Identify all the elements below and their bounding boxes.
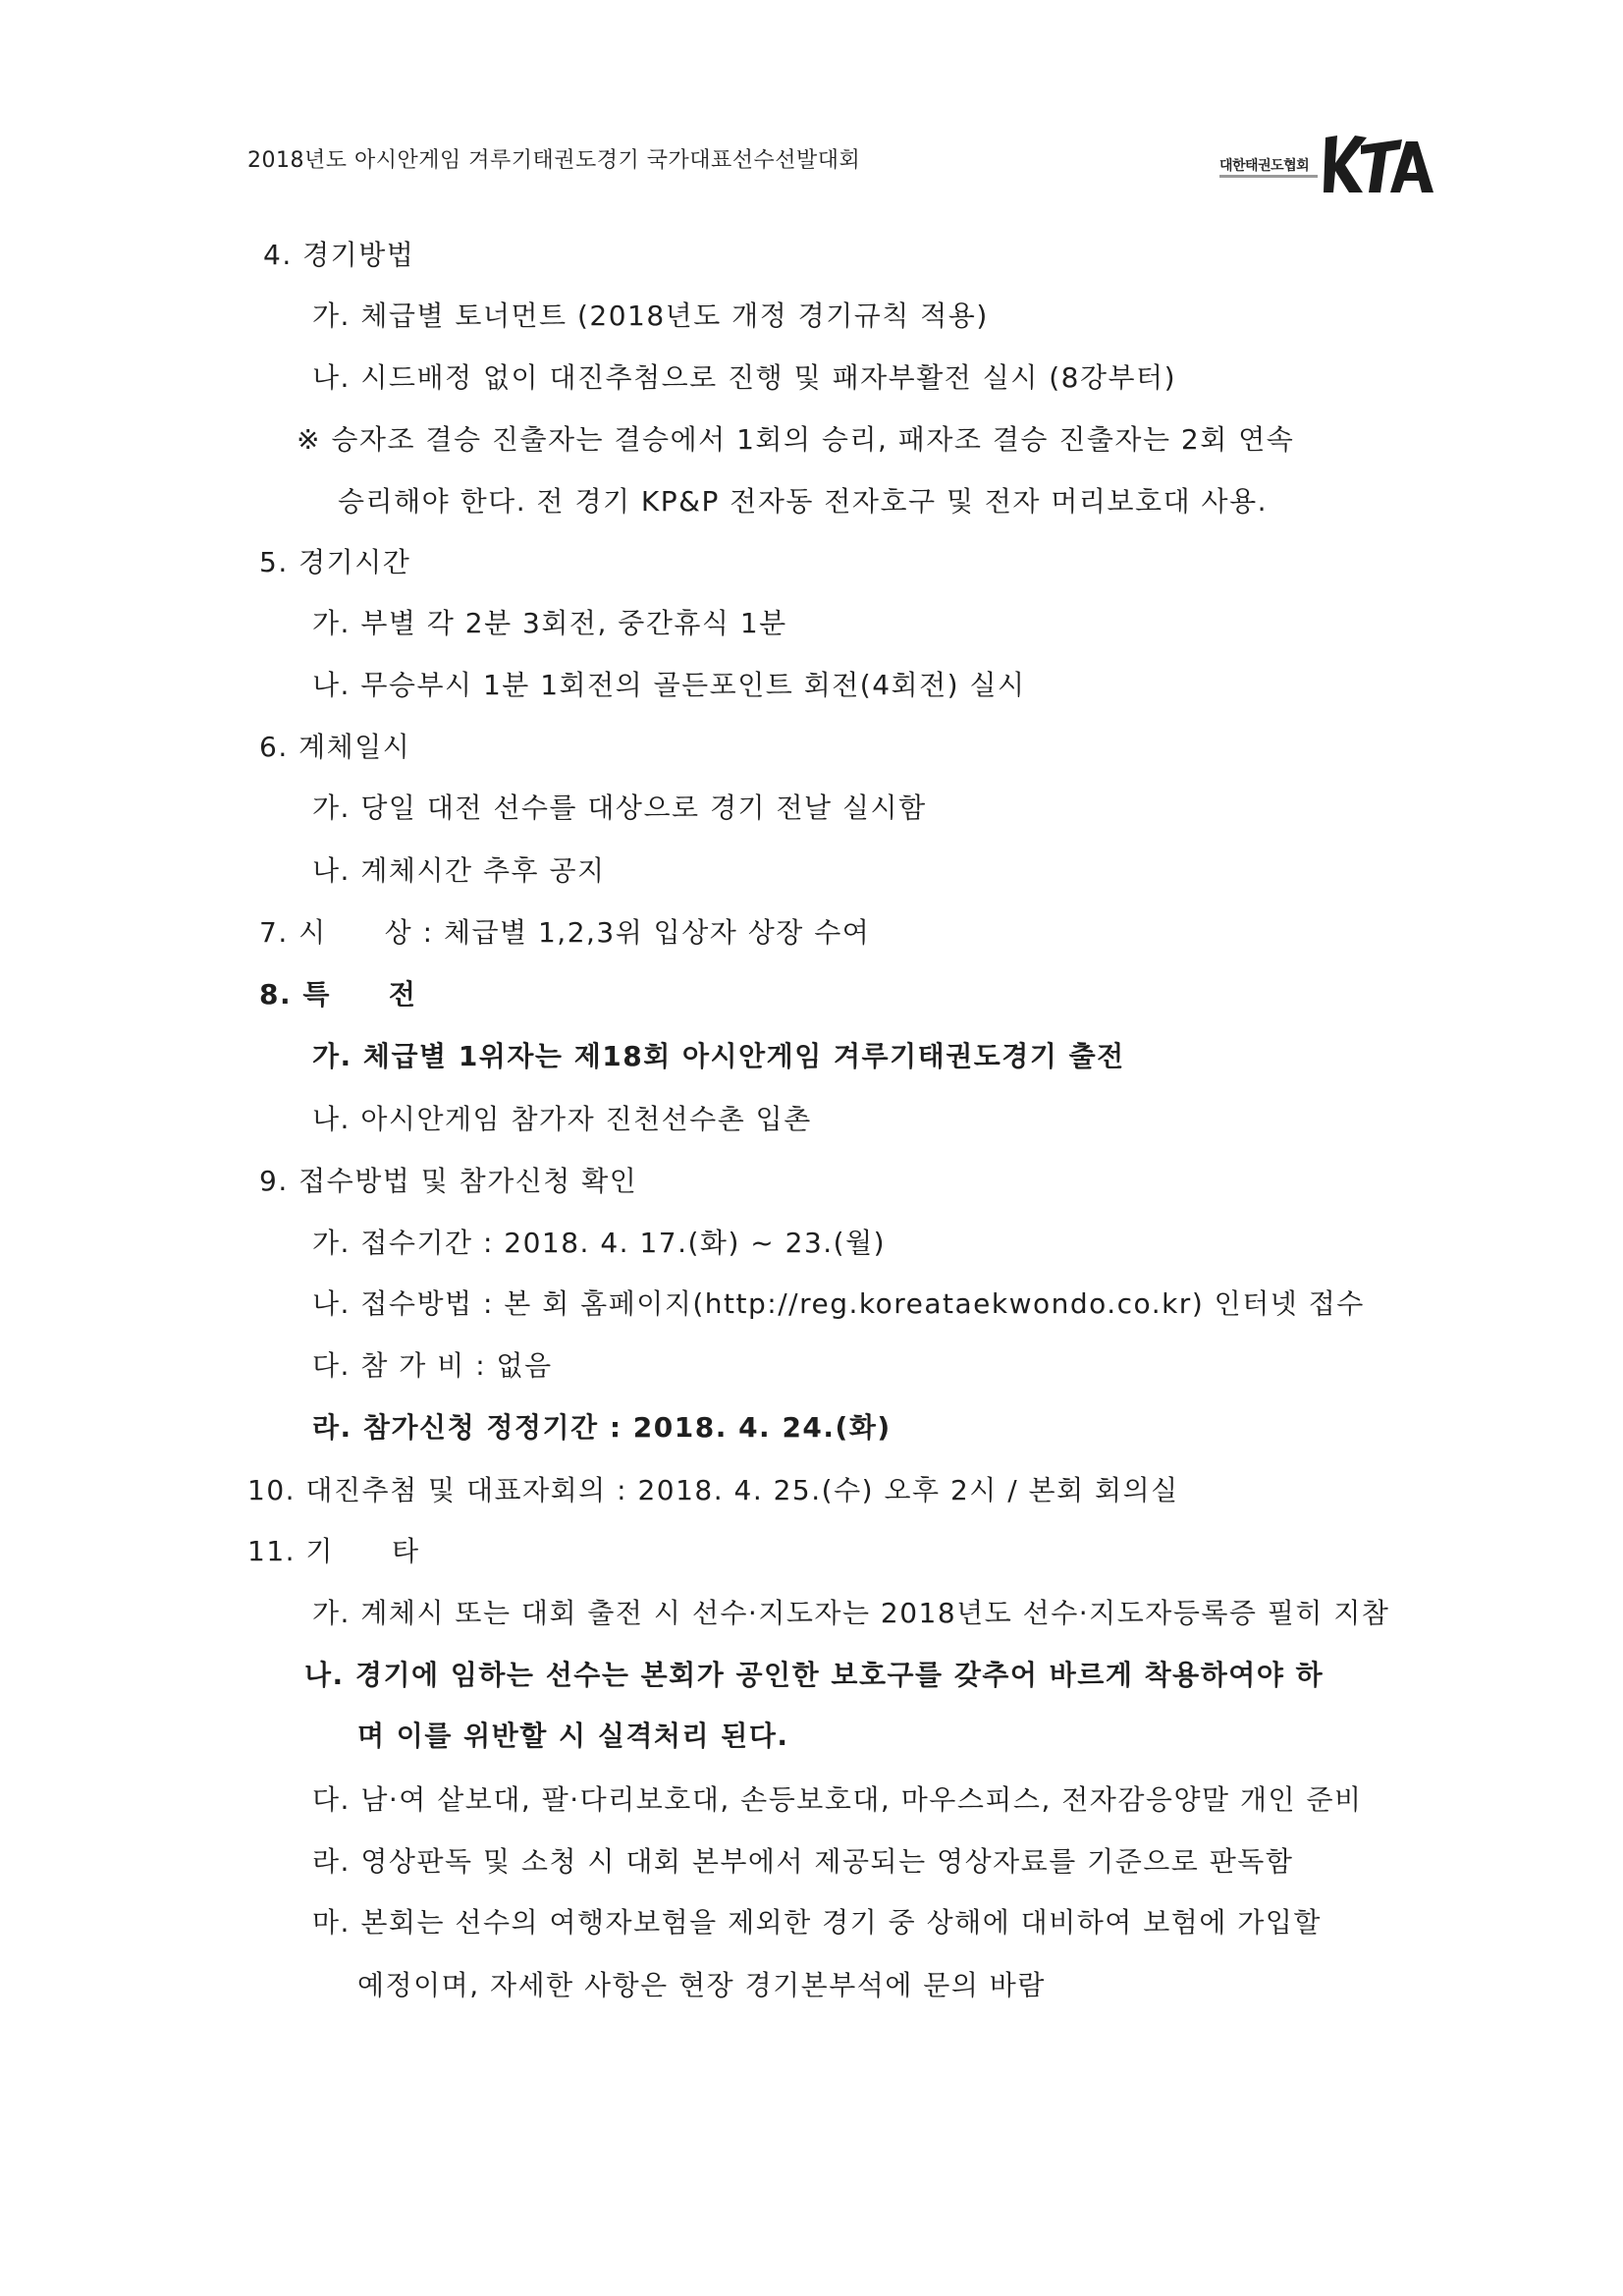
body-line: 다. 참 가 비 : 없음 (312, 1349, 553, 1382)
logo-subline (1219, 175, 1318, 178)
body-line: 나. 시드배정 없이 대진추첨으로 진행 및 패자부활전 실시 (8강부터) (312, 361, 1177, 394)
body-line: 라. 참가신청 정정기간 : 2018. 4. 24.(화) (312, 1411, 892, 1444)
kta-logo-mark (1322, 130, 1435, 198)
body-line: 나. 접수방법 : 본 회 홈페이지(http://reg.koreataekwondo.co.kr) 인터넷 접수 (312, 1287, 1365, 1320)
body-line: 11. 기 타 (247, 1535, 420, 1567)
body-line: 8. 특 전 (259, 978, 417, 1011)
body-line: 나. 아시안게임 참가자 진천선수촌 입촌 (312, 1103, 812, 1135)
body-line: ※ 승자조 결승 진출자는 결승에서 1회의 승리, 패자조 결승 진출자는 2회 연속 (297, 423, 1295, 456)
body-line: 가. 체급별 1위자는 제18회 아시안게임 겨루기태권도경기 출전 (312, 1040, 1125, 1072)
body-line: 가. 접수기간 : 2018. 4. 17.(화) ~ 23.(월) (312, 1227, 887, 1259)
body-line: 라. 영상판독 및 소청 시 대회 본부에서 제공되는 영상자료를 기준으로 판독함 (312, 1845, 1294, 1878)
body-line: 다. 남·여 샅보대, 팔·다리보호대, 손등보호대, 마우스피스, 전자감응양말 개인 준비 (312, 1783, 1363, 1816)
body-line: 4. 경기방법 (263, 239, 415, 271)
body-line: 나. 경기에 임하는 선수는 본회가 공인한 보호구를 갖추어 바르게 착용하여야 하 (304, 1659, 1325, 1691)
body-line: 가. 부별 각 2분 3회전, 중간휴식 1분 (312, 607, 787, 639)
body-line: 5. 경기시간 (259, 546, 411, 578)
body-line: 가. 계체시 또는 대회 출전 시 선수·지도자는 2018년도 선수·지도자등록증 필히 지참 (312, 1597, 1390, 1629)
document-header-title: 2018년도 아시안게임 겨루기태권도경기 국가대표선수선발대회 (247, 148, 861, 173)
kta-logo (1219, 130, 1435, 198)
logo-org-name: 대한태권도협회 (1219, 158, 1310, 174)
body-line: 나. 계체시간 추후 공지 (312, 854, 606, 887)
body-line: 가. 체급별 토너먼트 (2018년도 개정 경기규칙 적용) (312, 300, 989, 332)
body-line: 7. 시 상 : 체급별 1,2,3위 입상자 상장 수여 (259, 916, 871, 949)
body-line: 가. 당일 대전 선수를 대상으로 경기 전날 실시함 (312, 792, 927, 824)
body-line: 승리해야 한다. 전 경기 KP&P 전자동 전자호구 및 전자 머리보호대 사용. (338, 485, 1269, 518)
body-line: 6. 계체일시 (259, 731, 411, 763)
body-line: 9. 접수방법 및 참가신청 확인 (259, 1165, 638, 1197)
body-line: 나. 무승부시 1분 1회전의 골든포인트 회전(4회전) 실시 (312, 669, 1026, 701)
body-line: 며 이를 위반할 시 실격처리 된다. (357, 1720, 789, 1752)
body-line: 마. 본회는 선수의 여행자보험을 제외한 경기 중 상해에 대비하여 보험에 가입할 (312, 1906, 1322, 1939)
body-line: 10. 대진추첨 및 대표자회의 : 2018. 4. 25.(수) 오후 2시 / 본회 회의실 (247, 1474, 1179, 1506)
body-line: 예정이며, 자세한 사항은 현장 경기본부석에 문의 바람 (357, 1969, 1046, 2001)
